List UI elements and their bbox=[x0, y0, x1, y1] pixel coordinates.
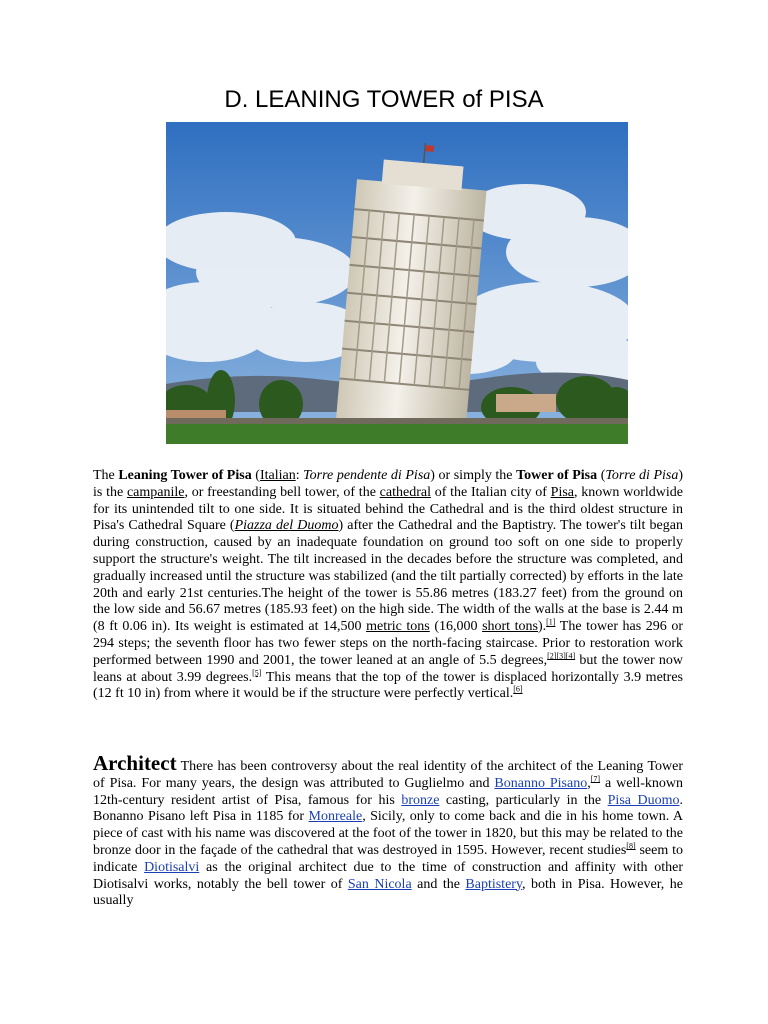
link-short-tons[interactable]: short tons bbox=[482, 619, 538, 635]
bold-term: Leaning Tower of Pisa bbox=[118, 468, 252, 483]
text-run: ( bbox=[597, 468, 606, 483]
italic-term: Torre pendente di Pisa bbox=[303, 468, 431, 483]
text-run: and the bbox=[411, 876, 466, 892]
citation-link[interactable]: [2][3][4] bbox=[547, 651, 576, 661]
text-run: (16,000 bbox=[429, 619, 483, 635]
text-run: , known worldwide for its unintended tilt to one side. It is situated behind the Cathedral and is the third oldest structure in Pisa's Cathedral Square ( bbox=[93, 484, 683, 534]
citation-link[interactable]: [1] bbox=[546, 617, 556, 627]
link-cathedral[interactable]: cathedral bbox=[379, 484, 431, 500]
tower-photo bbox=[166, 122, 628, 444]
text-run: . Bonanno Pisano left Pisa in 1185 for bbox=[93, 792, 683, 825]
citation-link[interactable]: [5] bbox=[252, 667, 262, 677]
text-run: ) after the Cathedral and the Baptistry. The tower's tilt began during construction, caused by an inadequate foundation on ground too soft on one side to properly support the structure's weight. The tilt increased in the decades before the structure was completed, and gradually increased until the structure was stabilized (and the tilt partially corrected) by efforts in the late 20th and early 21st centuries.The height of the tower is 55.86 metres (183.27 feet) from the ground on the low side and 56.67 metres (185.93 feet) on the high side. The width of the walls at the base is 2.44 m (8 ft 0.06 in). Its weight is estimated at 14,500 bbox=[93, 518, 683, 635]
text-run: ) or simply the bbox=[430, 468, 517, 483]
text-run: This means that the top of the tower is displaced horizontally 3.9 metres (12 ft 10 in) from where it would be if the structure were perfectly vertical. bbox=[93, 669, 683, 702]
link-campanile[interactable]: campanile bbox=[126, 484, 185, 500]
link-bonanno-pisano[interactable]: Bonanno Pisano bbox=[494, 775, 588, 791]
text-run: ) is the bbox=[93, 468, 684, 500]
text-run: The tower has 296 or 294 steps; the seventh floor has two fewer steps on the north-facing staircase. Prior to restoration work performed between 1990 and 2001, the tower leaned at an angle of 5.5 degrees, bbox=[93, 619, 683, 668]
page-title: D. LEANING TOWER of PISA bbox=[224, 86, 544, 113]
text-run: but the tower now leans at about 3.99 degrees. bbox=[93, 652, 684, 685]
text-run: a well-known 12th-century resident artist of Pisa, famous for his bbox=[93, 775, 684, 808]
architect-paragraph bbox=[93, 751, 684, 910]
link-metric-tons[interactable]: metric tons bbox=[366, 619, 430, 635]
text-run: casting, particularly in the bbox=[439, 792, 608, 808]
text-run: , or freestanding bell tower, of the bbox=[184, 484, 380, 500]
link-bronze[interactable]: bronze bbox=[401, 792, 440, 808]
link-baptistery[interactable]: Baptistery bbox=[465, 876, 523, 892]
citation-link[interactable]: [8] bbox=[626, 841, 636, 851]
text-run: , both in Pisa. However, he usually bbox=[93, 876, 683, 909]
citation-link[interactable]: [7] bbox=[590, 774, 601, 784]
text-run: ). bbox=[537, 619, 547, 635]
text-run: , bbox=[587, 775, 591, 791]
link-piazza-del-duomo[interactable] bbox=[235, 518, 339, 533]
link-san-nicola[interactable]: San Nicola bbox=[347, 876, 412, 892]
italic-term: Piazza del Duomo bbox=[234, 518, 339, 534]
link-pisa[interactable]: Pisa bbox=[550, 484, 574, 500]
bold-term: Tower of Pisa bbox=[516, 468, 598, 483]
text-run: : bbox=[295, 468, 304, 483]
link-diotisalvi[interactable]: Diotisalvi bbox=[144, 859, 200, 875]
intro-paragraph bbox=[93, 468, 683, 703]
text-run: There has been controversy about the real identity of the architect of the Leaning Tower of Pisa. For many years, the design was attributed to Guglielmo and bbox=[93, 759, 683, 791]
text-run: ( bbox=[251, 468, 260, 483]
text-run: The bbox=[93, 468, 119, 483]
italic-term: Torre di Pisa bbox=[605, 468, 679, 483]
text-run: of the Italian city of bbox=[430, 484, 551, 500]
link-pisa-duomo[interactable]: Pisa Duomo bbox=[607, 792, 680, 808]
link-monreale[interactable]: Monreale bbox=[308, 809, 363, 825]
text-run: as the original architect due to the time of construction and affinity with other Diotisalvi works, notably the bell tower of bbox=[93, 859, 684, 892]
section-heading-architect: Architect bbox=[93, 751, 177, 775]
link-italian[interactable]: Italian bbox=[259, 468, 296, 483]
text-run: , Sicily, only to come back and die in his home town. A piece of cast with his name was discovered at the foot of the tower in 1820, but this may be related to the bronze door in the façade of the cathedral that was destroyed in 1595. However, recent studies bbox=[93, 809, 684, 858]
text-run: seem to indicate bbox=[93, 842, 684, 875]
citation-link[interactable]: [6] bbox=[513, 684, 523, 694]
